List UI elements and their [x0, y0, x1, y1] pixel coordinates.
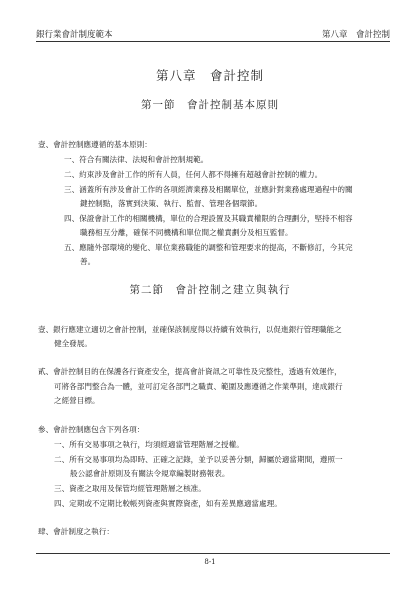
section2-paragraph: 肆、會計制度之執行： [38, 527, 114, 536]
section2-title: 第二節 會計控制之建立與執行 [129, 284, 291, 296]
section2-item: 四、定期或不定期比較帳列資產與實際資產，如有差異應適當處理。 [54, 499, 282, 508]
section1-item-cont: 職務相互分離，確保不同機構和單位間之權責劃分及相互監督。 [80, 228, 293, 237]
page-number: 8-1 [204, 558, 216, 566]
section1-item-cont: 善。 [80, 257, 96, 266]
section2-paragraph: 貳、會計控制目的在保護各行資產安全，提高會計資訊之可靠性及完整性，透過有效運作， [38, 367, 342, 376]
section2-paragraph-cont: 之經營目標。 [54, 396, 100, 405]
page-header [36, 28, 390, 42]
section1-item: 一、符合有關法律、法規和會計控制規範。 [64, 155, 209, 164]
header-rule [36, 41, 390, 42]
chapter-title: 第八章 會計控制 [155, 68, 264, 83]
section2-item-cont: 般公認會計原則及有關法令規章編製財務報表。 [70, 469, 230, 478]
section1-item-cont: 鍵控制點，落實到決策、執行、監督、管理各個環節。 [80, 199, 263, 208]
section1-item: 四、保證會計工作的相關機構，單位的合理設置及其職責權限的合理劃分，堅持不相容 [64, 214, 353, 223]
header-doc-title: 銀行業會計制度範本 [36, 30, 113, 40]
section1-intro: 壹、會計控制應遵循的基本原則： [38, 140, 152, 149]
section2-item: 三、資產之取用及保管均經管理階層之核准。 [54, 484, 206, 493]
section2-item: 一、所有交易事項之執行，均須經適當管理階層之授權。 [54, 440, 244, 449]
section2-paragraph: 參、會計控制應包含下列各項： [38, 425, 145, 434]
section2-item: 二、所有交易事項均為即時、正確之記錄，並予以妥善分類，歸屬於適當期間，遵照一 [54, 455, 343, 464]
section1-item: 三、涵蓋所有涉及會計工作的各項經濟業務及相關單位，並應針對業務處理過程中的關 [64, 185, 353, 194]
section2-paragraph-cont: 可將各部門整合為一體，並可訂定各部門之職責、範圍及應遵循之作業準則，達成銀行 [54, 382, 343, 391]
section2-paragraph: 壹、銀行應建立適切之會計控制，並確保該制度得以持續有效執行，以促進銀行管理職能之 [38, 325, 342, 334]
section1-item: 五、應隨外部環境的變化、單位業務職能的調整和管理要求的提高，不斷修訂，今其完 [64, 243, 353, 252]
section1-title: 第一節 會計控制基本原則 [141, 99, 279, 111]
header-chapter: 第八章 會計控制 [321, 30, 390, 40]
section1-item: 二、約束涉及會計工作的所有人員，任何人都不得擁有超越會計控制的權力。 [64, 170, 323, 179]
footer-rule [36, 553, 390, 554]
section2-paragraph-cont: 健全發展。 [54, 339, 92, 348]
